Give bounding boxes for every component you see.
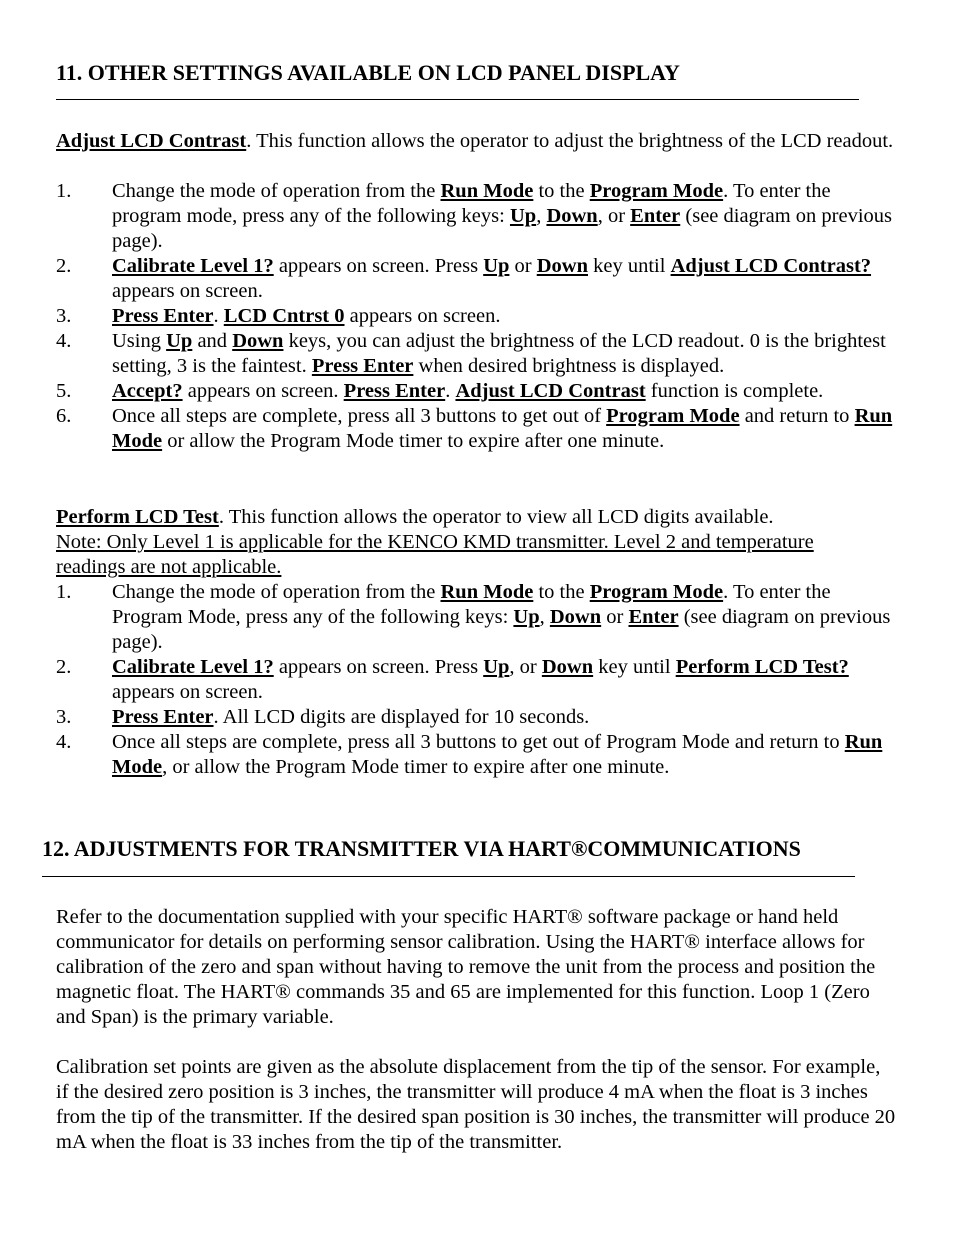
step-text-segment: . To enter the program mode, press any of the following keys:: [112, 180, 831, 227]
step-text-segment: appears on screen.: [344, 305, 501, 327]
step-item: [56, 404, 901, 454]
emphasized-term: Calibrate Level 1?: [112, 656, 274, 678]
emphasized-term: Down: [232, 330, 284, 352]
emphasized-term: Enter: [628, 606, 679, 628]
step-number: 1.: [56, 180, 72, 202]
emphasized-term: Perform LCD Test?: [675, 656, 849, 678]
step-text-segment: ,: [536, 205, 547, 227]
step-text-segment: Once all steps are complete, press all 3 buttons to get out of: [112, 405, 607, 427]
step-item: [56, 379, 901, 404]
emphasized-term: Press Enter: [343, 380, 446, 402]
step-text: [112, 305, 500, 327]
emphasized-term: Program Mode: [606, 405, 740, 427]
step-text-segment: .: [213, 305, 224, 327]
emphasized-term: Press Enter: [112, 305, 214, 327]
adjust-contrast-description: . This function allows the operator to adjust the brightness of the LCD readout.: [246, 130, 894, 152]
emphasized-term: Up: [513, 606, 540, 628]
emphasized-term: Program Mode: [589, 180, 724, 202]
adjust-contrast-section: [56, 129, 901, 454]
lcd-test-note: Note: Only Level 1 is applicable for the KENCO KMD transmitter. Level 2 and temperature readings are not applicable.: [56, 531, 814, 578]
emphasized-term: Calibrate Level 1?: [112, 255, 274, 277]
step-text-segment: (see diagram on previous page).: [112, 606, 891, 653]
emphasized-term: Press Enter: [311, 355, 414, 377]
step-text-segment: . All LCD digits are displayed for 10 seconds.: [213, 706, 590, 728]
lcd-test-intro: [56, 505, 901, 530]
step-item: [56, 329, 901, 379]
step-item: [56, 304, 901, 329]
lcd-test-description: . This function allows the operator to view all LCD digits available.: [218, 506, 774, 528]
adjust-contrast-title: Adjust LCD Contrast: [56, 130, 247, 152]
step-text-segment: and return to: [739, 405, 855, 427]
step-number: 5.: [56, 380, 72, 402]
emphasized-term: Down: [536, 255, 588, 277]
emphasized-term: Run Mode: [440, 581, 534, 603]
hart-paragraph-1: Refer to the documentation supplied with your specific HART® software package or hand held communicator for details on performing sensor calibration. Using the HART® interface allows for calibration of the zero and span without having to remove the unit from the process and position the magnetic float. The HART® commands 35 and 65 are implemented for this function. Loop 1 (Zero and Span) is the primary variable.: [56, 906, 876, 1028]
step-text: [112, 180, 892, 252]
step-text-segment: , or: [509, 656, 542, 678]
step-text-segment: and: [192, 330, 233, 352]
step-text-segment: to the: [533, 180, 590, 202]
step-text-segment: or allow the Program Mode timer to expire after one minute.: [162, 430, 665, 452]
step-text: [112, 731, 882, 778]
step-number: 4.: [56, 330, 72, 352]
step-text-segment: ,: [539, 606, 550, 628]
step-text-segment: . To enter the Program Mode, press any of the following keys:: [112, 581, 831, 628]
step-number: 2.: [56, 656, 72, 678]
step-number: 3.: [56, 706, 72, 728]
emphasized-term: Up: [166, 330, 193, 352]
step-text-segment: Using: [112, 330, 167, 352]
step-text: [112, 581, 890, 653]
section-11-rule: [56, 99, 859, 100]
step-text: [112, 656, 849, 703]
step-text-segment: , or: [597, 205, 631, 227]
step-text-segment: when desired brightness is displayed.: [413, 355, 725, 377]
step-text-segment: keys, you can adjust the brightness of the LCD readout. 0 is the brightest setting, 3 is the faintest.: [112, 330, 886, 377]
emphasized-term: Down: [541, 656, 594, 678]
step-text-segment: appears on screen.: [182, 380, 344, 402]
step-text-segment: Change the mode of operation from the: [112, 581, 441, 603]
emphasized-term: Press Enter: [112, 706, 214, 728]
adjust-contrast-steps: [56, 179, 901, 454]
step-number: 3.: [56, 305, 72, 327]
step-text-segment: appears on screen.: [112, 681, 263, 703]
step-number: 2.: [56, 255, 72, 277]
step-item: [56, 580, 901, 655]
section-12-heading: 12. ADJUSTMENTS FOR TRANSMITTER VIA HART®COMMUNICATIONS: [42, 836, 801, 861]
step-text: [112, 255, 871, 302]
emphasized-term: Up: [509, 205, 537, 227]
hart-paragraph-2: Calibration set points are given as the absolute displacement from the tip of the sensor. For example, if the desired zero position is 3 inches, the transmitter will produce 4 mA when the float is 3 inches from the tip of the transmitter. If the desired span position is 30 inches, the transmitter will produce 20 mA when the float is 33 inches from the tip of the transmitter.: [56, 1056, 896, 1153]
step-number: 4.: [56, 731, 72, 753]
emphasized-term: Adjust LCD Contrast?: [670, 255, 872, 277]
emphasized-term: Enter: [630, 205, 681, 227]
step-text-segment: .: [445, 380, 456, 402]
lcd-test-section: [56, 505, 901, 780]
step-item: [56, 730, 901, 780]
hart-section: [56, 905, 896, 1155]
adjust-contrast-intro: [56, 129, 901, 154]
step-text-segment: Change the mode of operation from the: [112, 180, 441, 202]
step-text-segment: key until: [593, 656, 676, 678]
step-item: [56, 655, 901, 705]
step-text: [112, 405, 892, 452]
section-12-rule: [42, 876, 855, 877]
step-text-segment: or: [601, 606, 629, 628]
step-text: [112, 330, 886, 377]
emphasized-term: Up: [483, 255, 510, 277]
step-text: [112, 706, 589, 728]
step-number: 1.: [56, 581, 72, 603]
lcd-test-title: Perform LCD Test: [56, 506, 219, 528]
emphasized-term: Down: [549, 606, 602, 628]
emphasized-term: LCD Cntrst 0: [223, 305, 345, 327]
emphasized-term: Run Mode: [440, 180, 534, 202]
step-text: [112, 380, 823, 402]
emphasized-term: Adjust LCD Contrast: [455, 380, 646, 402]
emphasized-term: Down: [546, 205, 598, 227]
emphasized-term: Accept?: [112, 380, 183, 402]
step-item: [56, 254, 901, 304]
step-text-segment: appears on screen. Press: [273, 255, 484, 277]
step-text-segment: or: [509, 255, 537, 277]
step-text-segment: appears on screen.: [112, 280, 263, 302]
step-text-segment: appears on screen. Press: [273, 656, 484, 678]
step-text-segment: function is complete.: [645, 380, 824, 402]
emphasized-term: Program Mode: [589, 581, 724, 603]
emphasized-term: Run Mode: [112, 405, 893, 452]
step-text-segment: (see diagram on previous page).: [112, 205, 893, 252]
section-11-heading: 11. OTHER SETTINGS AVAILABLE ON LCD PANEL DISPLAY: [56, 60, 680, 85]
step-item: [56, 179, 901, 254]
step-number: 6.: [56, 405, 72, 427]
step-text-segment: , or allow the Program Mode timer to expire after one minute.: [162, 756, 670, 778]
lcd-test-steps: [56, 580, 901, 780]
step-text-segment: to the: [533, 581, 590, 603]
step-text-segment: key until: [588, 255, 671, 277]
emphasized-term: Run Mode: [112, 731, 883, 778]
step-item: [56, 705, 901, 730]
step-text-segment: Once all steps are complete, press all 3 buttons to get out of Program Mode and return to: [112, 731, 845, 753]
emphasized-term: Up: [483, 656, 510, 678]
